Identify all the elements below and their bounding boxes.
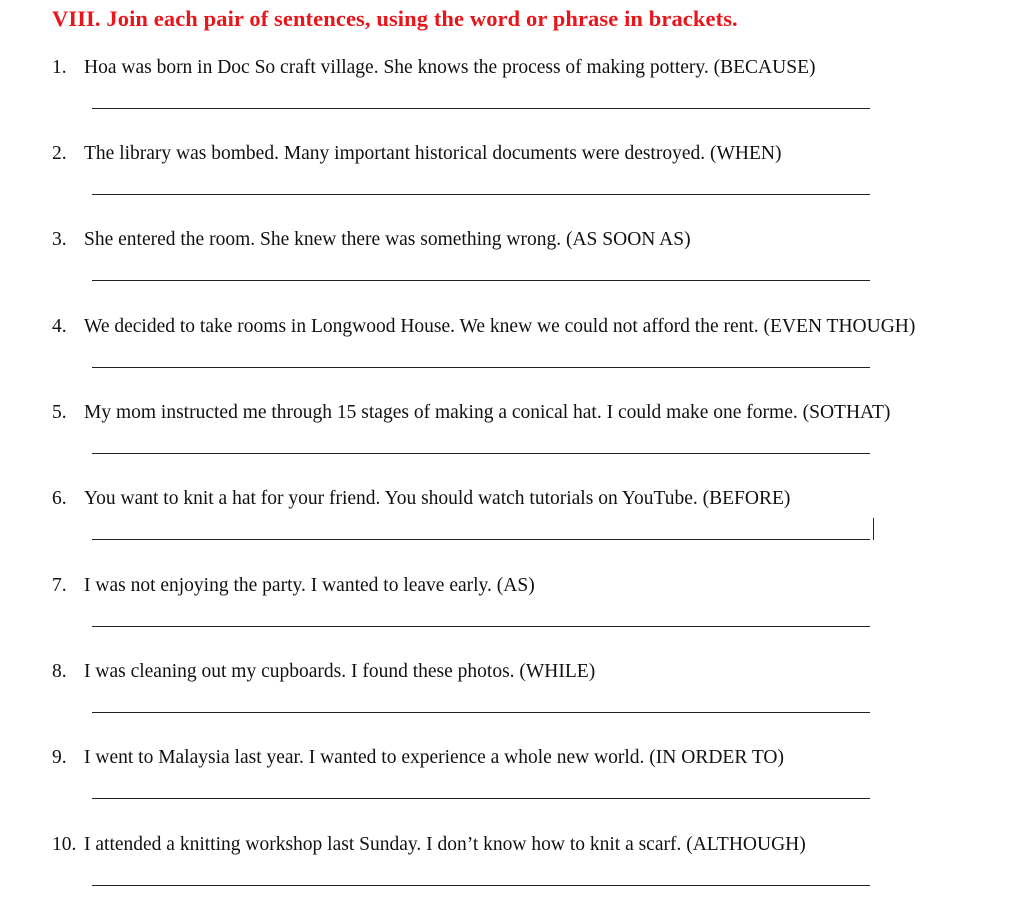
exercise-item bbox=[52, 316, 1012, 396]
item-sentence: Hoa was born in Doc So craft village. She knows the process of making pottery. (BECAUSE) bbox=[84, 57, 816, 78]
item-number: 8. bbox=[52, 661, 67, 682]
exercise-item bbox=[52, 747, 1012, 827]
item-sentence: I was cleaning out my cupboards. I found these photos. (WHILE) bbox=[84, 661, 596, 682]
exercise-item bbox=[52, 575, 1012, 655]
exercise-item bbox=[52, 488, 1012, 568]
answer-line[interactable] bbox=[92, 367, 870, 368]
item-sentence: The library was bombed. Many important historical documents were destroyed. (WHEN) bbox=[84, 143, 782, 164]
item-sentence: You want to knit a hat for your friend. You should watch tutorials on YouTube. (BEFORE) bbox=[84, 488, 791, 509]
answer-line[interactable] bbox=[92, 626, 870, 627]
item-number: 4. bbox=[52, 316, 67, 337]
item-sentence: We decided to take rooms in Longwood House. We knew we could not afford the rent. (EVEN THOUGH) bbox=[84, 316, 916, 337]
answer-line[interactable] bbox=[92, 453, 870, 454]
item-number: 2. bbox=[52, 143, 67, 164]
answer-line[interactable] bbox=[92, 798, 870, 799]
exercise-heading: VIII. Join each pair of sentences, using the word or phrase in brackets. bbox=[52, 6, 738, 31]
exercise-item bbox=[52, 143, 1012, 223]
item-number: 6. bbox=[52, 488, 67, 509]
item-number: 9. bbox=[52, 747, 67, 768]
answer-line[interactable] bbox=[92, 712, 870, 713]
item-number: 5. bbox=[52, 402, 67, 423]
item-sentence: My mom instructed me through 15 stages of making a conical hat. I could make one forme. (SOTHAT) bbox=[84, 402, 891, 423]
item-number: 7. bbox=[52, 575, 67, 596]
answer-line[interactable] bbox=[92, 280, 870, 281]
item-sentence: I attended a knitting workshop last Sunday. I don’t know how to knit a scarf. (ALTHOUGH) bbox=[84, 834, 806, 855]
exercise-item bbox=[52, 402, 1012, 482]
item-sentence: I was not enjoying the party. I wanted to leave early. (AS) bbox=[84, 575, 535, 596]
answer-line[interactable] bbox=[92, 194, 870, 195]
exercise-item bbox=[52, 229, 1012, 309]
exercise-item bbox=[52, 57, 1012, 137]
exercise-item bbox=[52, 661, 1012, 741]
item-number: 10. bbox=[52, 834, 77, 855]
answer-line[interactable] bbox=[92, 885, 870, 886]
item-number: 3. bbox=[52, 229, 67, 250]
item-sentence: She entered the room. She knew there was something wrong. (AS SOON AS) bbox=[84, 229, 691, 250]
answer-line[interactable] bbox=[92, 539, 870, 540]
item-number: 1. bbox=[52, 57, 67, 78]
exercise-item bbox=[52, 834, 1012, 914]
item-sentence: I went to Malaysia last year. I wanted to experience a whole new world. (IN ORDER TO) bbox=[84, 747, 784, 768]
answer-line[interactable] bbox=[92, 108, 870, 109]
